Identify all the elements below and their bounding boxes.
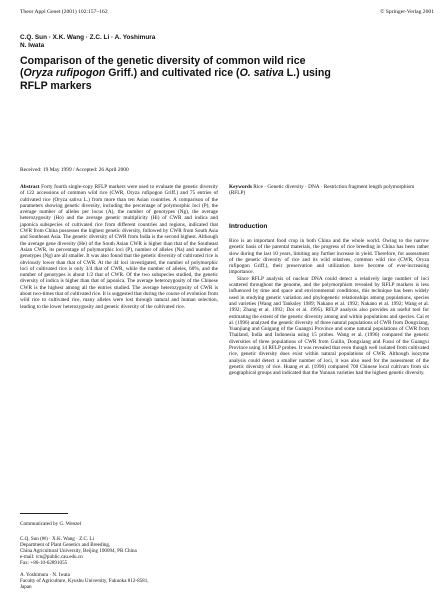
affiliation-1-univ: China Agricultural University, Beijing 100094, PR China bbox=[20, 548, 137, 555]
journal-citation: Theor Appl Genet (2001) 102:157–162 bbox=[20, 9, 108, 15]
title-part-3: L.) using RFLP markers bbox=[20, 67, 331, 92]
introduction-paragraph-2: Since RFLP analysis of nuclear DNA could detect a relatively large number of loci scattered throughout the genome, and the polymorphism revealed by RFLP markers is less influenced by time and space and environmental conditions, this technique has been widely used in studying genetic variation and phylogenetic relationships among populations, species and varieties (Wang and Tanksley 1989; Nakano et al. 1992; Nakano et al. 1992; Wang et al. 1992; Zhang et al. 1992; Doi et al. 1995). RFLP analysis also provides an useful tool for estimating the extent of the genetic diversity among and within populations and species. Cai et al. (1996) analyzed the genetic diversity of three natural populations of CWR from Dongxiang, Yuanjiang and Guigang of the Guangxi Province and some natural populations of CWR from Thailand, India and Indonesia using 15 probes. Wang et al. (1996) compared the genetic diversities of three populations of CWR from Guilin, Dongxiang and Fusui of the Guangxi Province using 14 RFLP probes. It was revealed that even though well isolated from cultivated rice, genetic diversity does exist within natural populations of CWR. Although isozyme analysis could detect a smaller number of loci, it was also used for the assessment of the genetic diversity of rice. Huang et al. (1996) compared 700 Chinese local cultivars from six geographical groups and indicated that the Yunnan varieties had the highest genetic diversity. bbox=[229, 275, 429, 377]
affiliation-2 bbox=[20, 572, 218, 590]
keywords-text: Rice · Genetic diversity · DNA · Restriction fragment length polymorphism (RFLP) bbox=[229, 184, 415, 197]
right-column bbox=[229, 184, 429, 197]
received-dates: Received: 19 May 1999 / Accepted: 26 April 2000 bbox=[20, 167, 129, 173]
author-line-1: C.Q. Sun · X.K. Wang · Z.C. Li · A. Yoshimura bbox=[20, 34, 156, 41]
abstract-text: Forty fourth single-copy RFLP markers were used to evaluate the genetic diversity of 122 accessions of common wild rice (CWR, Oryza rufipogon Griff.) and 75 entries of cultivated rice (Oryza sativa L.) from more than ten Asian countries. A comparison of the parameters showing genetic diversity, including the percentage of polymorphic loci (P), the average number of alleles per locus (A), the number of genotypes (Ng), the average heterozygosity (Ho) and the average genetic multiplicity (Hi) of CWR and indica and japonica subspecies of cultivated rice from different countries and regions, indicated that CWR from China possesses the highest genetic diversity, followed by CWR from South Asia and Southeast Asia. The genetic diversity of CWR from India is the second highest. Although the average gene diversity (He) of the South Asian CWR is higher than that of the Southeast Asian CWR, its percentage of polymorphic loci (P), number of alleles (Na) and number of genotypes (Ng) are all smaller. It was also found that the genetic diversity of cultivated rice is obviously lower than that of CWR. At the 44 loci investigated, the number of polymorphic loci of cultivated rice is only 3/4 that of CWR, while the number of alleles, 60%, and the number of genotypes is about 1/2 that of CWR. Of the two subspecies studied, the genetic diversity of indica is higher than that of japonica. The average heterozygosity of the Chinese CWR is the highest among all the entries studied. The average heterozygosity of CWR is about two-times that of cultivated rice. It is suggested that during the course of evolution from wild rice to cultivated rice, many alleles were lost through natural and human selection, leading to the lower heterozygosity and genetic diversity of the cultivated rice. bbox=[20, 184, 219, 310]
title-species-2: O. sativa bbox=[239, 67, 284, 80]
introduction-paragraph-1: Rice is an important food crop in both China and the whole world. Owing to the narrow genetic basis of the parental materials, the progress of rice breeding in China has been rather slow during the last 10 years, limiting any further increase in yield. Therefore, for assessment of the genetic diversity of rice and its wild relatives, common wild rice (CWR, Oryza rufipogon Griff.), their preservation and utilization have become of ever-increasing importance. bbox=[229, 238, 429, 276]
footnote-rule bbox=[20, 513, 68, 514]
abstract-label: Abstract bbox=[20, 184, 40, 190]
introduction-heading: Introduction bbox=[229, 223, 268, 230]
keywords bbox=[229, 184, 429, 197]
affiliation-1-dept: Department of Plant Genetics and Breeding, bbox=[20, 542, 111, 549]
affiliation-1-names: C.Q. Sun (✉) · X.K. Wang · Z.C. Li bbox=[20, 536, 94, 542]
affiliation-2-line1: Faculty of Agriculture, Kyushu University, Fukuoka 812-8581, bbox=[20, 578, 149, 585]
left-column bbox=[20, 184, 218, 310]
running-header bbox=[20, 9, 434, 19]
copyright-notice: © Springer-Verlag 2001 bbox=[380, 9, 434, 15]
affiliation-1 bbox=[20, 536, 218, 566]
keywords-label: Keywords bbox=[229, 184, 252, 190]
title-species-1: Oryza rufipogon bbox=[23, 67, 106, 80]
paper-title bbox=[20, 55, 340, 92]
introduction-body bbox=[229, 238, 429, 377]
title-part-1: Comparison of the genetic diversity of common wild rice ( bbox=[20, 55, 306, 80]
affiliation-2-line2: Japan bbox=[20, 584, 32, 591]
author-line-2: N. Iwata bbox=[20, 42, 45, 49]
author-list bbox=[20, 34, 320, 50]
affiliation-2-names: A. Yoshimura · N. Iwata bbox=[20, 572, 70, 578]
abstract bbox=[20, 184, 218, 310]
title-part-2: Griff.) and cultivated rice ( bbox=[105, 67, 240, 80]
communicated-by: Communicated by G. Wenzel bbox=[20, 521, 82, 527]
affiliation-1-email: e-mail: rcn@public.cau.edu.cn bbox=[20, 554, 83, 561]
affiliation-1-fax: Fax: +86-10-62891055 bbox=[20, 560, 68, 567]
